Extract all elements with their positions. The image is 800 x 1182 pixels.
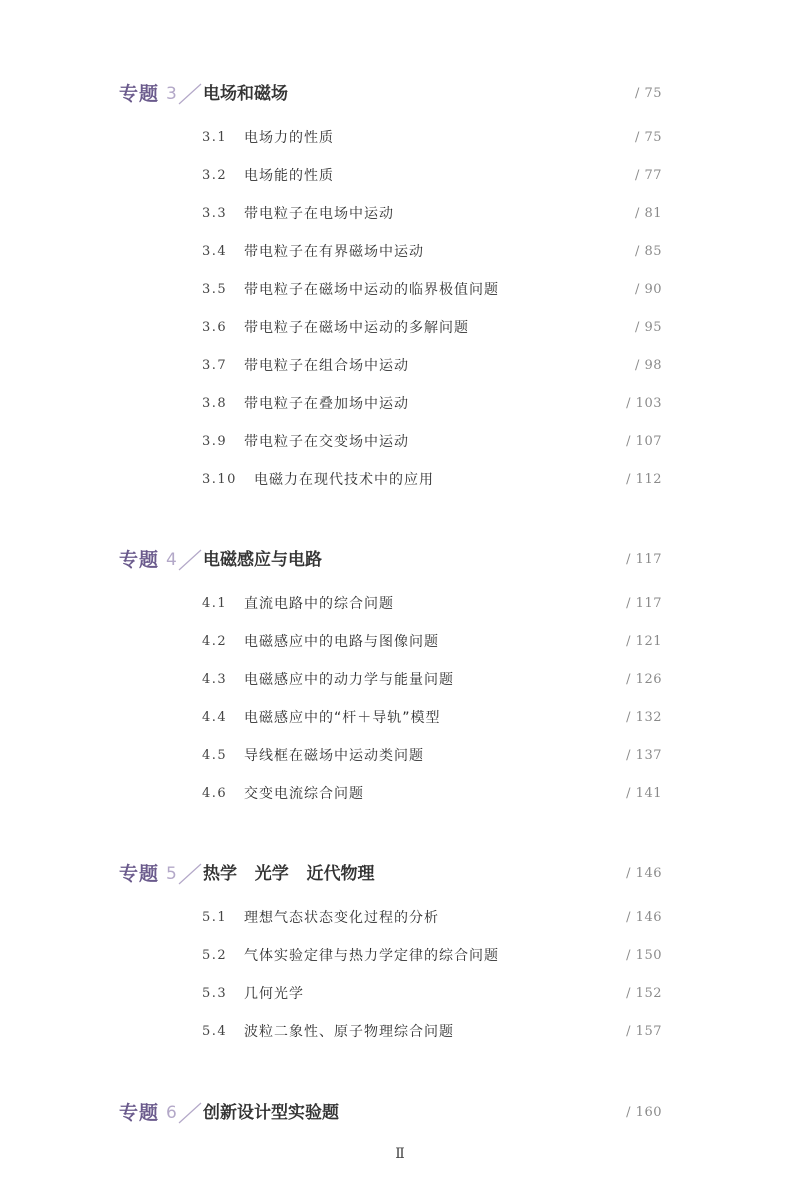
page-ref: / 121 [626,634,662,649]
toc-section [0,903,800,933]
topic-title: 热学 光学 近代物理 [203,864,375,884]
toc-topic-4 [0,545,800,575]
toc-topic-3 [0,79,800,109]
page-ref: / 126 [626,672,662,687]
toc-section [0,199,800,229]
page-ref: / 81 [634,206,662,221]
toc-section [0,703,800,733]
section-number: 3.2 [202,168,228,183]
page-ref: / 85 [634,244,662,259]
page-ref: / 117 [626,552,662,567]
slash-divider-icon [177,548,203,572]
toc-section [0,123,800,153]
page-ref: / 98 [634,358,662,373]
topic-number: 4 [166,550,177,570]
topic-label: 专题 [119,863,160,885]
section-title: 电场能的性质 [244,168,334,184]
page-ref: / 150 [626,948,662,963]
toc-section [0,161,800,191]
page-ref: / 152 [626,986,662,1001]
toc-section [0,427,800,457]
toc-section [0,465,800,495]
slash-divider-icon [177,1101,203,1125]
page-ref: / 77 [634,168,662,183]
section-title: 导线框在磁场中运动类问题 [244,748,424,764]
section-title: 交变电流综合问题 [244,786,364,802]
section-number: 3.6 [202,320,228,335]
toc-section [0,741,800,771]
section-title: 带电粒子在叠加场中运动 [244,396,409,412]
toc-section [0,351,800,381]
section-number: 5.4 [202,1024,228,1039]
topic-number: 3 [166,84,177,104]
section-title: 带电粒子在有界磁场中运动 [244,244,424,260]
toc-section [0,389,800,419]
page-ref: / 157 [626,1024,662,1039]
topic-number: 5 [166,864,177,884]
section-title: 电磁力在现代技术中的应用 [254,472,434,488]
topic-label: 专题 [119,1102,160,1124]
section-title: 电磁感应中的电路与图像问题 [244,634,439,650]
page-ref: / 103 [626,396,662,411]
section-title: 电磁感应中的“杆＋导轨”模型 [244,710,441,726]
section-number: 4.6 [202,786,228,801]
toc-section [0,665,800,695]
section-number: 4.2 [202,634,228,649]
section-title: 带电粒子在磁场中运动的临界极值问题 [244,282,499,298]
section-number: 5.3 [202,986,228,1001]
section-title: 直流电路中的综合问题 [244,596,394,612]
section-title: 理想气态状态变化过程的分析 [244,910,439,926]
section-number: 4.1 [202,596,228,611]
section-number: 5.1 [202,910,228,925]
slash-divider-icon [177,862,203,886]
page-ref: / 107 [626,434,662,449]
page-ref: / 146 [626,866,662,881]
section-number: 4.3 [202,672,228,687]
page-ref: / 75 [634,86,662,101]
toc-section [0,627,800,657]
section-title: 气体实验定律与热力学定律的综合问题 [244,948,499,964]
topic-title: 电场和磁场 [203,84,288,104]
page-ref: / 75 [634,130,662,145]
section-number: 4.4 [202,710,228,725]
topic-title: 创新设计型实验题 [203,1103,339,1123]
section-title: 带电粒子在电场中运动 [244,206,394,222]
section-number: 3.4 [202,244,228,259]
page-ref: / 132 [626,710,662,725]
section-number: 3.10 [202,472,237,487]
section-number: 3.5 [202,282,228,297]
topic-label: 专题 [119,83,160,105]
page-ref: / 95 [634,320,662,335]
page-ref: / 137 [626,748,662,763]
section-title: 几何光学 [244,986,304,1002]
section-title: 带电粒子在磁场中运动的多解问题 [244,320,469,336]
toc-section [0,779,800,809]
section-title: 电场力的性质 [244,130,334,146]
page-number: Ⅱ [395,1146,405,1162]
page-ref: / 141 [626,786,662,801]
section-title: 带电粒子在交变场中运动 [244,434,409,450]
section-number: 3.1 [202,130,228,145]
section-title: 带电粒子在组合场中运动 [244,358,409,374]
topic-title: 电磁感应与电路 [203,550,322,570]
topic-number: 6 [166,1103,177,1123]
slash-divider-icon [177,82,203,106]
section-title: 电磁感应中的动力学与能量问题 [244,672,454,688]
toc-section [0,979,800,1009]
section-number: 4.5 [202,748,228,763]
section-number: 5.2 [202,948,228,963]
toc-section [0,313,800,343]
toc-section [0,1017,800,1047]
page-ref: / 117 [626,596,662,611]
section-title: 波粒二象性、原子物理综合问题 [244,1024,454,1040]
toc-topic-6 [0,1098,800,1128]
section-number: 3.9 [202,434,228,449]
toc-section [0,275,800,305]
page-ref: / 90 [634,282,662,297]
page-ref: / 160 [626,1105,662,1120]
section-number: 3.7 [202,358,228,373]
toc-section [0,237,800,267]
toc-section [0,941,800,971]
toc-section [0,589,800,619]
section-number: 3.8 [202,396,228,411]
topic-label: 专题 [119,549,160,571]
page-ref: / 112 [626,472,662,487]
toc-topic-5 [0,859,800,889]
section-number: 3.3 [202,206,228,221]
page-ref: / 146 [626,910,662,925]
